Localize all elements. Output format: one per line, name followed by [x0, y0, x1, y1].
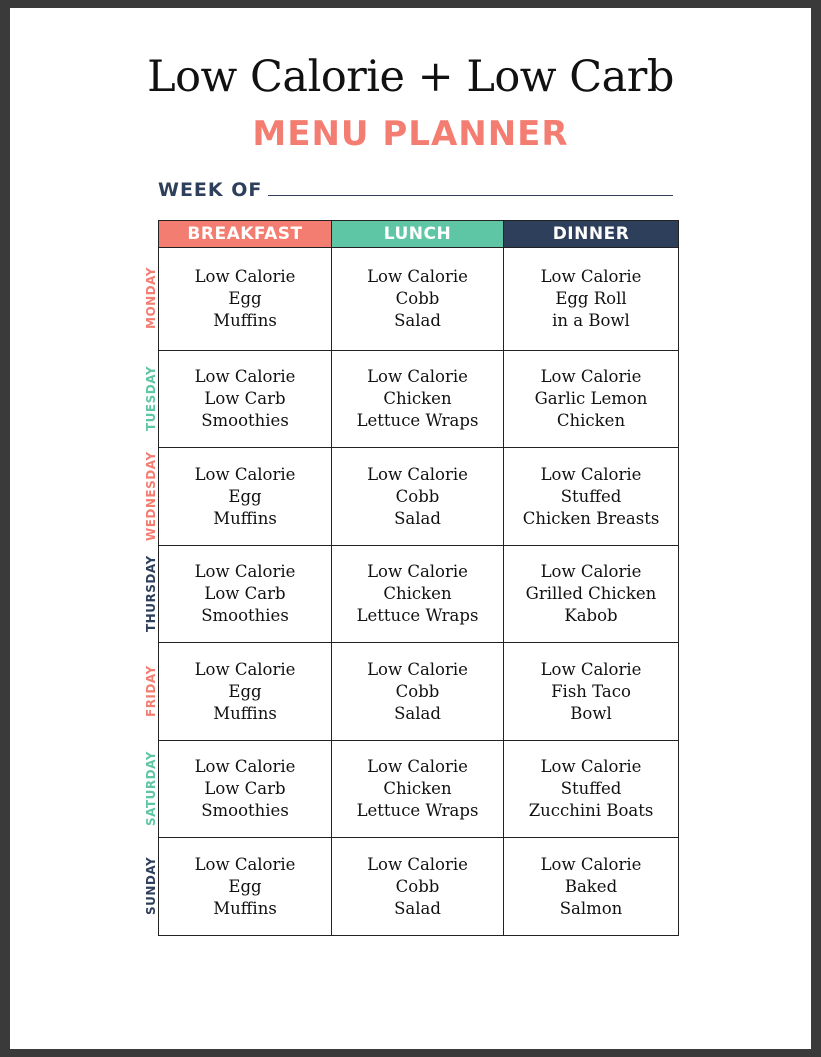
lunch-cell [332, 351, 504, 448]
meal-text-line: Low Calorie [367, 854, 468, 874]
meal-text-line: Low Calorie [194, 659, 296, 679]
meal-text-line: Salad [394, 898, 441, 918]
day-label-saturday: SATURDAY [144, 751, 158, 826]
dinner-cell [504, 643, 679, 741]
meal-text-line: Zucchini Boats [528, 801, 654, 820]
day-row [159, 643, 679, 741]
day-row [159, 546, 679, 643]
meal-text-line: Garlic Lemon [534, 389, 648, 408]
dinner-cell [504, 248, 679, 351]
meal-text-line: Low Calorie [367, 267, 468, 286]
breakfast-cell [159, 643, 332, 741]
meal-text-line: Salad [394, 508, 441, 528]
page-title: Low Calorie + Low Carb [147, 52, 674, 102]
lunch-cell [332, 741, 504, 838]
meal-text-line: Lettuce Wraps [356, 606, 479, 625]
breakfast-header: BREAKFAST [159, 221, 332, 248]
dinner-cell [504, 741, 679, 838]
week-of-label: WEEK OF [158, 179, 263, 201]
dinner-cell [504, 448, 679, 546]
lunch-cell [332, 643, 504, 741]
dinner-cell [504, 546, 679, 643]
lunch-cell [332, 448, 504, 546]
meal-text-line: Smoothies [201, 801, 289, 820]
meal-text-line: Cobb [395, 486, 440, 506]
dinner-header: DINNER [504, 221, 679, 248]
planner-page [10, 8, 811, 1049]
lunch-cell [332, 248, 504, 351]
meal-text-line: in a Bowl [552, 311, 630, 330]
meal-text-line: Baked [564, 876, 618, 896]
day-label-sunday: SUNDAY [144, 856, 158, 916]
day-row [159, 838, 679, 936]
meal-text-line: Egg [228, 289, 262, 308]
meal-text-line: Low Calorie [367, 659, 468, 679]
meal-text-line: Bowl [570, 703, 612, 723]
header-row [159, 221, 679, 248]
lunch-cell [332, 838, 504, 936]
breakfast-cell [159, 741, 332, 838]
meal-text-line: Low Calorie [194, 464, 296, 484]
meal-text-line: Egg [228, 681, 262, 701]
meal-text-line: Salad [394, 703, 441, 723]
meal-text-line: Smoothies [201, 411, 289, 430]
breakfast-cell [159, 248, 332, 351]
meal-text-line: Chicken [383, 389, 452, 408]
meal-text-line: Low Calorie [540, 562, 642, 581]
breakfast-cell [159, 838, 332, 936]
meal-text-line: Low Carb [204, 389, 286, 408]
meal-text-line: Stuffed [560, 779, 622, 798]
meal-text-line: Muffins [213, 703, 277, 723]
meal-text-line: Chicken [383, 779, 452, 798]
meal-text-line: Lettuce Wraps [356, 411, 479, 430]
meal-text-line: Low Calorie [194, 367, 296, 386]
day-row [159, 741, 679, 838]
meal-text-line: Low Calorie [367, 464, 468, 484]
breakfast-cell [159, 448, 332, 546]
meal-text-line: Stuffed [560, 486, 622, 506]
meal-text-line: Egg [228, 876, 262, 896]
breakfast-cell [159, 351, 332, 448]
meal-text-line: Chicken Breasts [522, 508, 660, 528]
meal-text-line: Lettuce Wraps [356, 801, 479, 820]
menu-grid [158, 220, 679, 936]
meal-text-line: Low Carb [204, 584, 286, 603]
day-label-thursday: THURSDAY [144, 555, 158, 632]
meal-text-line: Muffins [213, 508, 277, 528]
week-of-line [268, 195, 673, 196]
day-label-friday: FRIDAY [144, 665, 158, 717]
day-label-tuesday: TUESDAY [144, 365, 158, 432]
meal-text-line: Low Calorie [540, 367, 642, 386]
meal-text-line: Salmon [559, 898, 623, 918]
meal-text-line: Smoothies [201, 606, 289, 625]
meal-text-line: Egg Roll [555, 289, 627, 308]
meal-text-line: Cobb [395, 681, 440, 701]
dinner-cell [504, 351, 679, 448]
meal-text-line: Fish Taco [551, 681, 631, 701]
day-label-monday: MONDAY [144, 267, 158, 330]
meal-text-line: Cobb [395, 289, 440, 308]
meal-text-line: Chicken [556, 411, 626, 430]
meal-text-line: Low Calorie [540, 757, 642, 776]
day-row [159, 448, 679, 546]
meal-text-line: Low Calorie [367, 757, 468, 776]
day-row [159, 351, 679, 448]
meal-text-line: Low Calorie [540, 854, 642, 874]
meal-text-line: Low Calorie [194, 562, 296, 581]
breakfast-cell [159, 546, 332, 643]
meal-text-line: Low Calorie [540, 267, 642, 286]
meal-text-line: Muffins [213, 311, 277, 330]
meal-text-line: Low Calorie [194, 757, 296, 776]
lunch-header: LUNCH [332, 221, 504, 248]
meal-text-line: Egg [228, 486, 262, 506]
meal-text-line: Low Calorie [367, 367, 468, 386]
meal-text-line: Low Calorie [367, 562, 468, 581]
meal-text-line: Chicken [383, 584, 452, 603]
dinner-cell [504, 838, 679, 936]
meal-text-line: Cobb [395, 876, 440, 896]
meal-text-line: Low Calorie [540, 464, 642, 484]
meal-text-line: Low Carb [204, 779, 286, 798]
meal-text-line: Muffins [213, 898, 277, 918]
meal-text-line: Low Calorie [540, 659, 642, 679]
meal-text-line: Kabob [564, 606, 618, 625]
meal-text-line: Low Calorie [194, 267, 296, 286]
meal-text-line: Salad [394, 311, 441, 330]
lunch-cell [332, 546, 504, 643]
page-subtitle: MENU PLANNER [252, 114, 569, 154]
meal-text-line: Grilled Chicken [525, 584, 657, 603]
day-label-wednesday: WEDNESDAY [144, 451, 158, 541]
day-row [159, 248, 679, 351]
meal-text-line: Low Calorie [194, 854, 296, 874]
